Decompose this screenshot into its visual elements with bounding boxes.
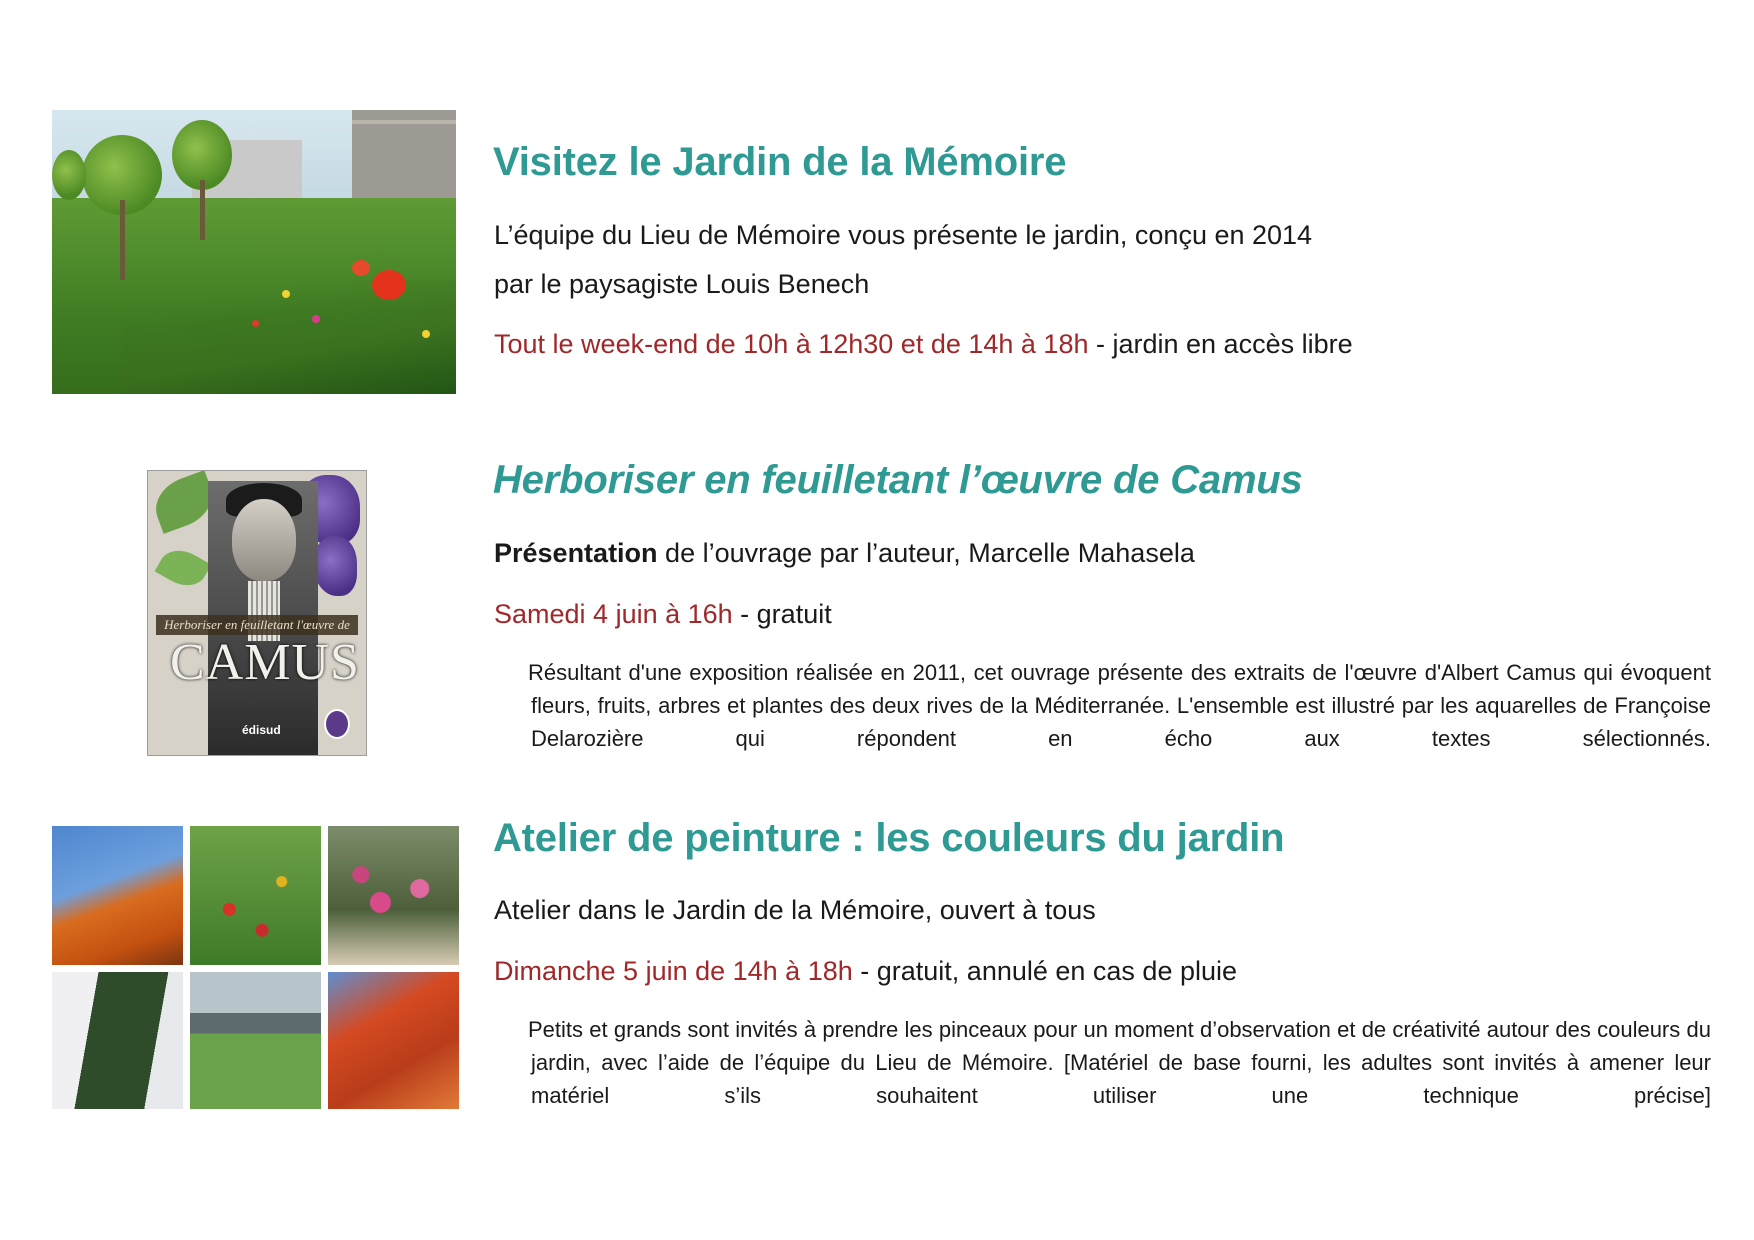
cover-title: CAMUS: [170, 634, 360, 691]
section-1-schedule: Tout le week-end de 10h à 12h30 et de 14h à 18h: [494, 329, 1089, 359]
garden-lawn-photo: [190, 972, 321, 1109]
section-1-schedule-note: - jardin en accès libre: [1088, 329, 1353, 359]
section-2-schedule-note: - gratuit: [732, 599, 832, 629]
section-1-line-2: par le paysagiste Louis Benech: [494, 269, 870, 299]
cover-subtitle: Herboriser en feuilletant l'œuvre de: [164, 617, 350, 632]
cover-publisher: édisud: [242, 723, 281, 737]
section-2-intro: [494, 538, 1195, 569]
section-3-line-1: Atelier dans le Jardin de la Mémoire, ouvert à tous: [494, 895, 1096, 925]
section-1-line-1: L’équipe du Lieu de Mémoire vous présente le jardin, conçu en 2014: [494, 220, 1313, 250]
section-2-intro-rest: de l’ouvrage par l’auteur, Marcelle Mahasela: [657, 538, 1195, 568]
red-foliage-photo: [328, 972, 459, 1109]
section-2-description: Résultant d'une exposition réalisée en 2011, cet ouvrage présente des extraits de l'œuvre d'Albert Camus qui évoquent fleurs, fruits, arbres et plantes des deux rives de la Méditerranée. L'ensemble est illustré par les aquarelles de Françoise Delarozière qui répondent en écho aux textes sélectionnés.: [528, 660, 1711, 751]
garden-photo: [52, 110, 456, 394]
section-2-schedule: Samedi 4 juin à 16h: [494, 599, 733, 629]
autumn-leaves-photo: [52, 826, 183, 965]
heather-photo: [328, 826, 459, 965]
book-cover: [147, 470, 367, 756]
section-3-title: Atelier de peinture : les couleurs du jardin: [493, 816, 1285, 860]
section-3-schedule: Dimanche 5 juin de 14h à 18h: [494, 956, 853, 986]
section-3-schedule-line: [494, 956, 1237, 987]
section-2-title: Herboriser en feuilletant l’œuvre de Camus: [493, 458, 1303, 502]
section-2-intro-bold: Présentation: [494, 538, 658, 568]
wildflowers-photo: [190, 826, 321, 965]
section-3-description: Petits et grands sont invités à prendre les pinceaux pour un moment d’observation et de créativité autour des couleurs du jardin, avec l’aide de l’équipe du Lieu de Mémoire. [Matériel de base fourni, les adultes sont invités à amener leur matériel s’ils souhaitent utiliser une technique précise]: [528, 1017, 1711, 1108]
section-1-title: Visitez le Jardin de la Mémoire: [493, 140, 1067, 184]
garden-collage: [52, 826, 459, 1109]
snowy-shrub-photo: [52, 972, 183, 1109]
section-3-schedule-note: - gratuit, annulé en cas de pluie: [852, 956, 1238, 986]
section-1-schedule-line: [494, 329, 1353, 360]
section-2-schedule-line: [494, 599, 832, 630]
publisher-logo-icon: [324, 709, 350, 739]
